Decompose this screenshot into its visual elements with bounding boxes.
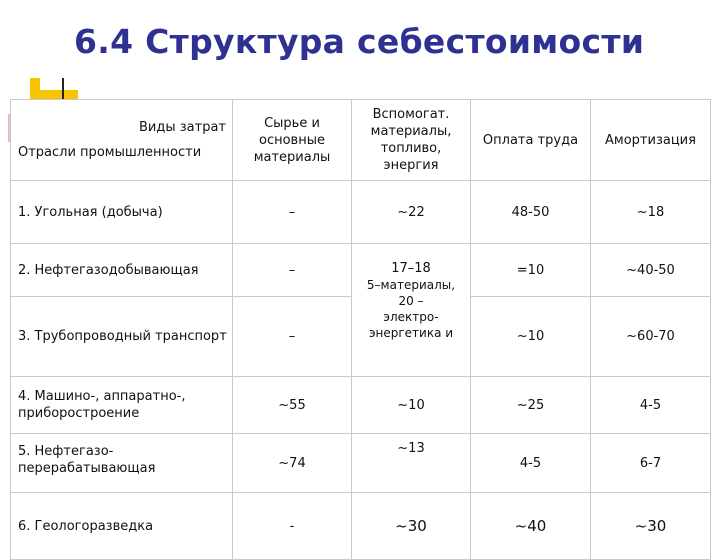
cell-raw: ~55 xyxy=(233,377,352,434)
cell-raw: – xyxy=(233,181,352,244)
cell-raw: – xyxy=(233,244,352,297)
cell-amort: ~18 xyxy=(591,181,711,244)
row-industry-name: 1. Угольная (добыча) xyxy=(11,181,233,244)
merged-aux-line4: электро-энергетика и xyxy=(368,310,454,340)
merged-aux-line3: 20 – xyxy=(398,294,424,308)
merged-aux-line1: 17–18 xyxy=(391,261,431,276)
cell-labor: 4-5 xyxy=(471,434,591,493)
cost-structure-table xyxy=(10,99,711,560)
cell-amort: ~60-70 xyxy=(591,297,711,377)
table-row xyxy=(11,377,711,434)
merged-aux-line2: 5–материалы, xyxy=(366,278,456,292)
cell-aux: ~10 xyxy=(352,377,471,434)
cell-aux: ~30 xyxy=(352,493,471,560)
header-corner-cell xyxy=(11,100,233,181)
header-industries: Отрасли промышленности xyxy=(18,145,202,160)
cell-raw: ~74 xyxy=(233,434,352,493)
header-cost-types: Виды затрат xyxy=(139,120,226,135)
header-depreciation: Амортизация xyxy=(591,100,711,181)
cell-labor: ~40 xyxy=(471,493,591,560)
row-industry-name: 3. Трубопроводный транспорт xyxy=(11,297,233,377)
row-industry-name: 5. Нефтегазо-перерабатывающая xyxy=(11,434,233,493)
cell-labor: =10 xyxy=(471,244,591,297)
table-header-row xyxy=(11,100,711,181)
header-labor: Оплата труда xyxy=(471,100,591,181)
cell-aux: ~13 xyxy=(352,434,471,493)
row-industry-name: 2. Нефтегазодобывающая xyxy=(11,244,233,297)
row-industry-name: 6. Геологоразведка xyxy=(11,493,233,560)
cell-amort: 6-7 xyxy=(591,434,711,493)
header-raw-materials: Сырье и основные материалы xyxy=(233,100,352,181)
cell-raw: – xyxy=(233,297,352,377)
row-industry-name: 4. Машино-, аппаратно-, приборостроение xyxy=(11,377,233,434)
cell-amort: ~30 xyxy=(591,493,711,560)
cell-labor: 48-50 xyxy=(471,181,591,244)
table-row xyxy=(11,244,711,297)
header-aux-materials: Вспомогат. материалы, топливо, энергия xyxy=(352,100,471,181)
cell-raw: - xyxy=(233,493,352,560)
cell-amort: ~40-50 xyxy=(591,244,711,297)
cell-labor: ~25 xyxy=(471,377,591,434)
table-row xyxy=(11,181,711,244)
table-row xyxy=(11,493,711,560)
cell-aux-merged xyxy=(352,244,471,377)
slide-title: 6.4 Структура себестоимости xyxy=(74,22,645,61)
cell-labor: ~10 xyxy=(471,297,591,377)
cell-aux: ~22 xyxy=(352,181,471,244)
cell-amort: 4-5 xyxy=(591,377,711,434)
table-row xyxy=(11,434,711,493)
